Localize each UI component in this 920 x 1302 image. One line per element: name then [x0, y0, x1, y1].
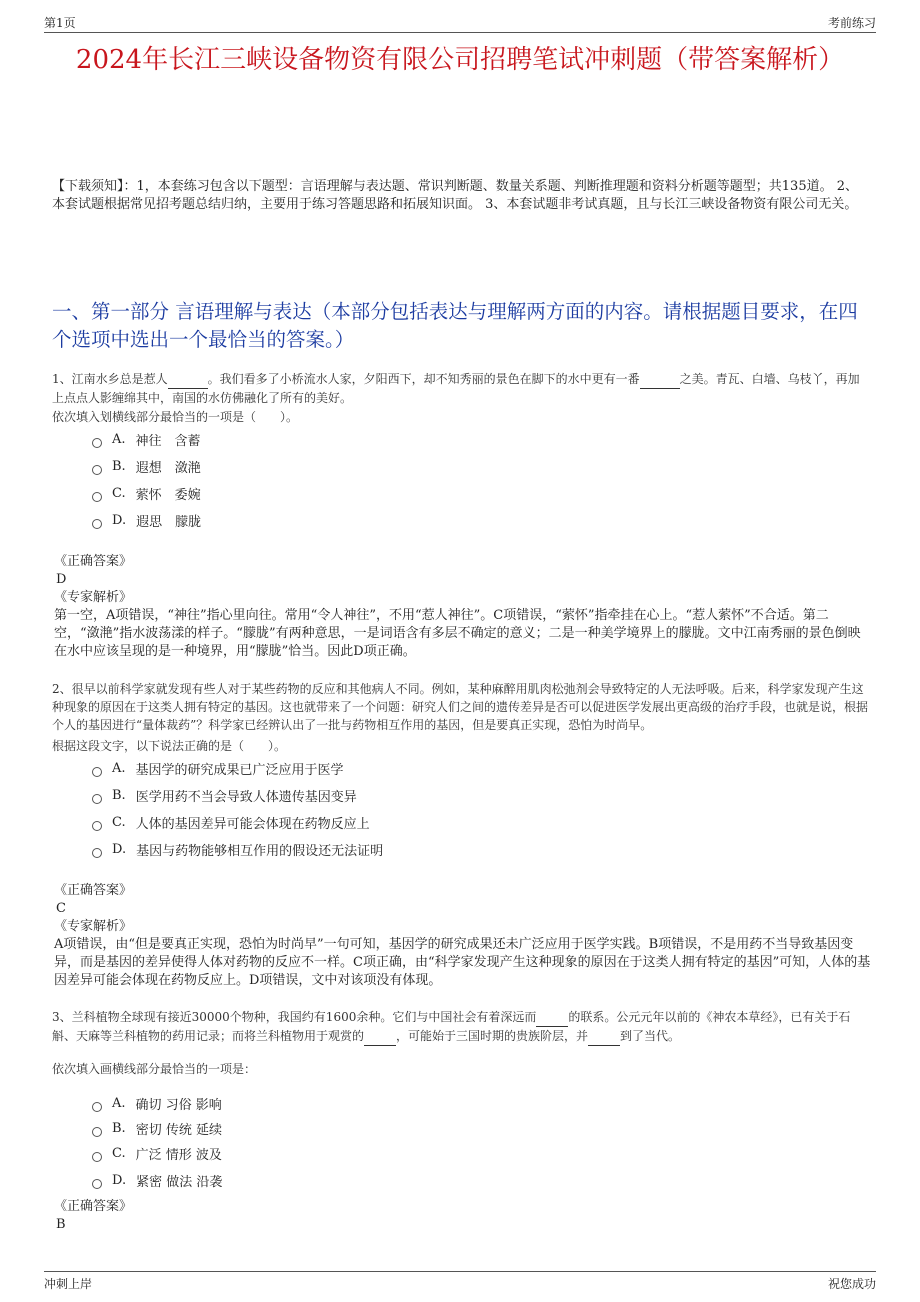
option-b[interactable]: B. 遐想 潋滟 [92, 453, 201, 480]
option-a[interactable]: A. 确切 习俗 影响 [92, 1090, 222, 1117]
radio-button[interactable] [92, 1152, 102, 1162]
page-footer [44, 1271, 876, 1294]
correct-answer: C [56, 901, 66, 916]
question-2-options [92, 755, 383, 863]
blank [168, 370, 208, 389]
radio-button[interactable] [92, 821, 102, 831]
radio-button[interactable] [92, 1179, 102, 1189]
radio-button[interactable] [92, 438, 102, 448]
question-3-answer-block [54, 1198, 872, 1234]
answer-label: 《正确答案》 [54, 554, 133, 569]
question-2-prompt: 根据这段文字，以下说法正确的是（ ）。 [52, 739, 287, 753]
footer-left: 冲刺上岸 [44, 1277, 93, 1291]
question-1-prompt: 依次填入划横线部分最恰当的一项是（ ）。 [52, 410, 299, 424]
page-header [44, 14, 876, 33]
blank [536, 1008, 568, 1027]
correct-answer: D [56, 572, 67, 587]
radio-button[interactable] [92, 767, 102, 777]
analysis-label: 《专家解析》 [54, 590, 133, 605]
correct-answer: B [56, 1217, 66, 1232]
answer-label: 《正确答案》 [54, 883, 133, 898]
expert-analysis: 第一空，A项错误，“神往”指心里向往。常用“令人神往”，不用“惹人神往”。C项错误，“萦怀”指牵挂在心上。“惹人萦怀”不合适。第二空，“潋滟”指水波荡漾的样子。“朦胧”有两种意思，一是词语含有多层不确定的意义；二是一种美学境界上的朦胧。文中江南秀丽的景色倒映在水中应该呈现的是一种境界，用“朦胧”恰当。因此D项正确。 [54, 608, 861, 659]
question-1-stem: 1、江南水乡总是惹人 。我们看多了小桥流水人家，夕阳西下，却不知秀丽的景色在脚下的水中更有一番 之美。青瓦、白墙、乌枝丫，再加上点点人影缠绵其中，南国的水仿佛融化了所有的美好。 [52, 372, 860, 405]
question-2-stem: 2、很早以前科学家就发现有些人对于某些药物的反应和其他病人不同。例如，某种麻醉用肌肉松弛剂会导致特定的人无法呼吸。后来，科学家发现产生这种现象的原因在于这类人拥有特定的基因。这也就带来了一个问题：研究人们之间的遗传差异是否可以促进医学发展出更高级的治疗手段，也就是说，根据个人的基因进行“量体裁药”？科学家已经辨认出了一批与药物相互作用的基因，但是要真正实现，恐怕为时尚早。 [52, 682, 869, 732]
analysis-label: 《专家解析》 [54, 919, 133, 934]
option-b[interactable]: B. 密切 传统 延续 [92, 1117, 222, 1140]
question-2-answer-block [54, 882, 872, 990]
option-c[interactable]: C. 广泛 情形 波及 [92, 1140, 222, 1167]
radio-button[interactable] [92, 465, 102, 475]
section-heading: 一、第一部分 言语理解与表达（本部分包括表达与理解两方面的内容。请根据题目要求，在四个选项中选出一个最恰当的答案。） [52, 300, 858, 351]
option-d[interactable]: D. 紧密 做法 沿袭 [92, 1167, 222, 1194]
radio-button[interactable] [92, 519, 102, 529]
blank [588, 1027, 620, 1046]
question-3-options [92, 1090, 222, 1194]
answer-label: 《正确答案》 [54, 1199, 133, 1214]
option-c[interactable]: C. 萦怀 委婉 [92, 480, 201, 507]
document-title: 2024年长江三峡设备物资有限公司招聘笔试冲刺题（带答案解析） [75, 45, 845, 75]
option-c[interactable]: C. 人体的基因差异可能会体现在药物反应上 [92, 809, 383, 836]
blank [364, 1027, 396, 1046]
question-1-answer-block [54, 553, 872, 661]
footer-right: 祝您成功 [827, 1277, 876, 1291]
header-tag: 考前练习 [827, 16, 876, 30]
option-d[interactable]: D. 遐思 朦胧 [92, 507, 201, 534]
expert-analysis: A项错误，由“但是要真正实现，恐怕为时尚早”一句可知，基因学的研究成果还未广泛应用于医学实践。B项错误，不是用药不当导致基因变异，而是基因的差异使得人体对药物的反应不一样。C项正确，由“科学家发现产生这种现象的原因在于这类人拥有特定的基因”可知，人体的基因差异可能会体现在药物反应上。D项错误，文中对该项没有体现。 [54, 937, 871, 988]
option-b[interactable]: B. 医学用药不当会导致人体遗传基因变异 [92, 782, 383, 809]
option-a[interactable]: A. 神往 含蓄 [92, 426, 201, 453]
radio-button[interactable] [92, 1102, 102, 1112]
blank [640, 370, 680, 389]
page-number: 第1页 [44, 16, 76, 30]
download-notice: 【下载须知】：1，本套练习包含以下题型：言语理解与表达题、常识判断题、数量关系题、判断推理题和资料分析题等题型；共135道。 2、本套试题根据常见招考题总结归纳，主要用于练习答题思路和拓展知识面。 3、本套试题非考试真题，且与长江三峡设备物资有限公司无关。 [52, 179, 858, 212]
radio-button[interactable] [92, 794, 102, 804]
question-3-prompt: 依次填入画横线部分最恰当的一项是： [52, 1062, 257, 1076]
option-a[interactable]: A. 基因学的研究成果已广泛应用于医学 [92, 755, 383, 782]
question-3-stem: 3、兰科植物全球现有接近30000个物种，我国约有1600余种。它们与中国社会有着深远而 的联系。公元元年以前的《神农本草经》，已有关于石斛、天麻等兰科植物的药用记录；而将兰科植物用于观赏的 ，可能始于三国时期的贵族阶层，并 到了当代。 [52, 1008, 870, 1046]
radio-button[interactable] [92, 492, 102, 502]
radio-button[interactable] [92, 1127, 102, 1137]
question-1-options [92, 426, 201, 534]
option-d[interactable]: D. 基因与药物能够相互作用的假设还无法证明 [92, 836, 383, 863]
radio-button[interactable] [92, 848, 102, 858]
